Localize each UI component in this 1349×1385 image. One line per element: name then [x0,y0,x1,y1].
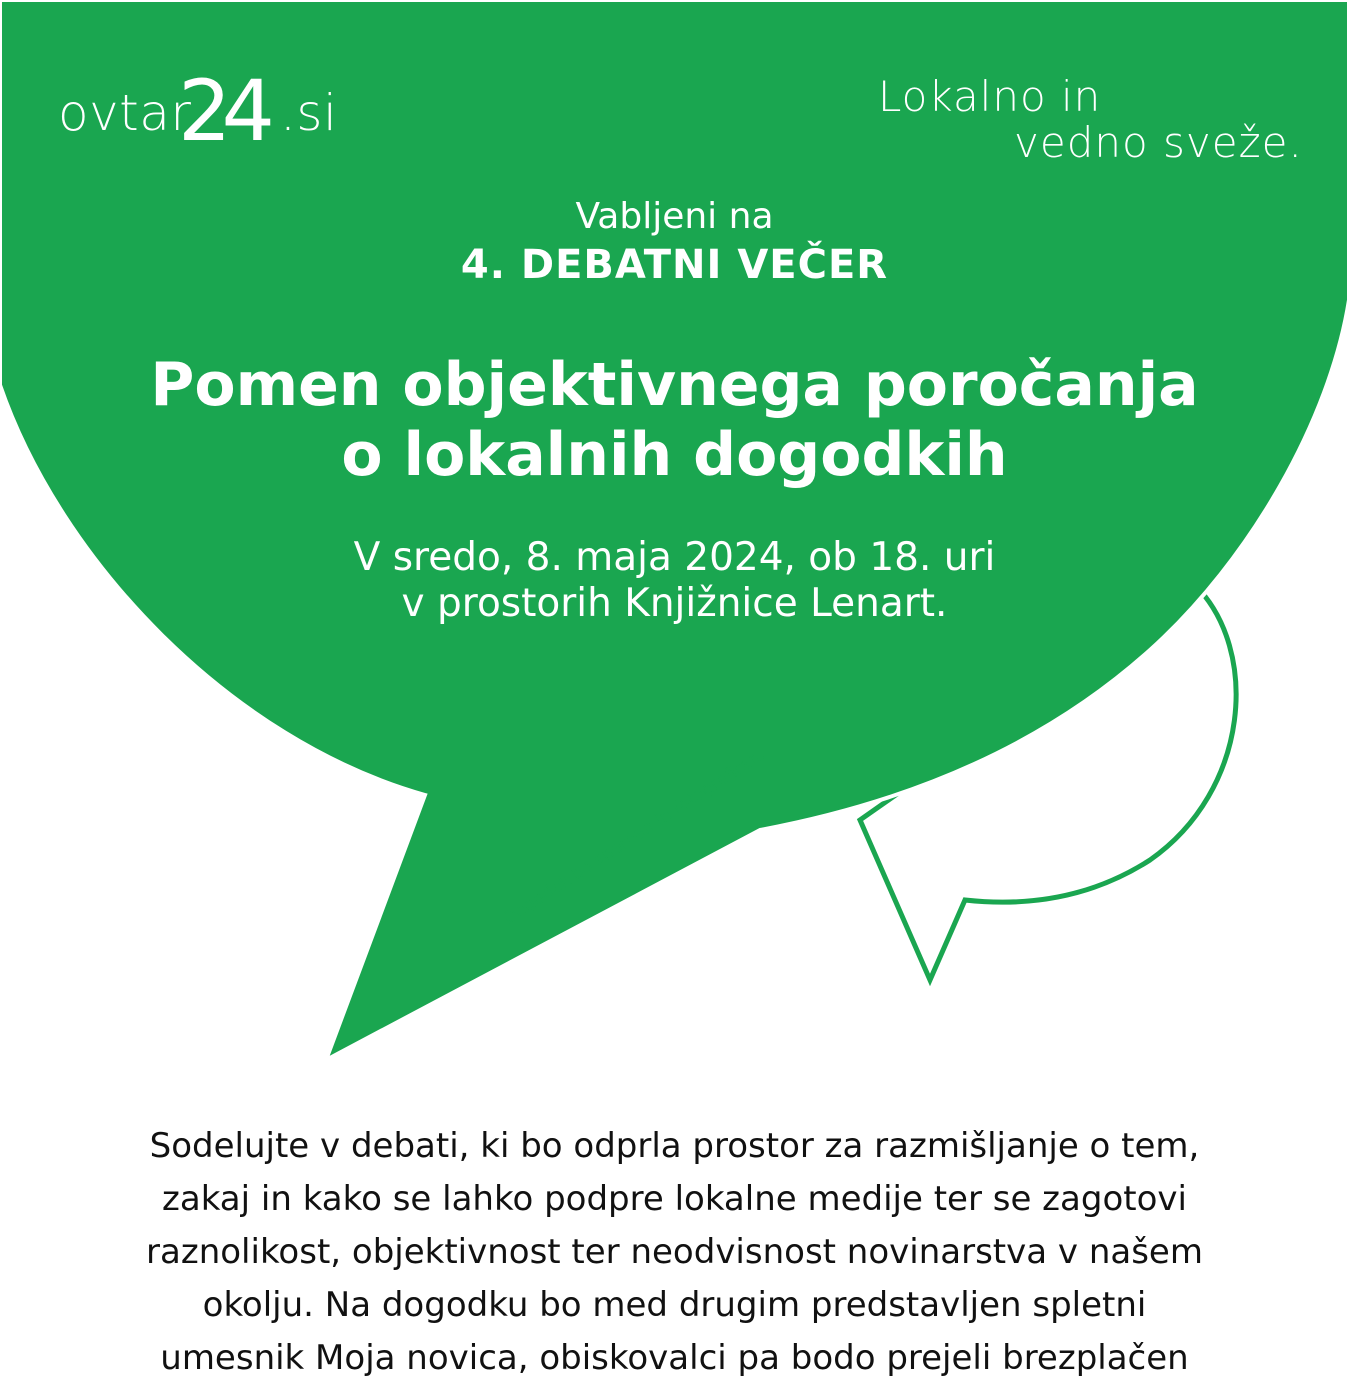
slogan-line-2: vedno sveže. [1014,118,1303,167]
logo-number: 24 [178,62,265,160]
event-title [0,350,1349,490]
event-name: 4. DEBATNI VEČER [460,242,889,288]
description-line: zakaj in kako se lahko podpre lokalne medije ter se zagotovi [162,1179,1187,1219]
event-date: V sredo, 8. maja 2024, ob 18. uri [353,535,996,580]
slogan [878,74,1318,166]
recording-note: Dogodek bo sneman in fotografiran. [500,744,770,929]
event-title-line-2: o lokalnih dogodkih [341,420,1008,490]
description-line: okolju. Na dogodku bo med drugim predstavljen spletni [202,1285,1147,1325]
slogan-line-1: Lokalno in [878,72,1102,121]
ovtar24-logo [58,62,358,162]
event-location: v prostorih Knjižnice Lenart. [401,581,948,626]
description-line: umesnik Moja novica, obiskovalci pa bodo prejeli brezplačen [160,1338,1189,1378]
invite-line: Vabljeni na [575,196,774,237]
description-line: Sodelujte v debati, ki bo odprla prostor za razmišljanje o tem, [149,1126,1200,1166]
event-title-line-1: Pomen objektivnega poročanja [150,350,1199,420]
description-paragraph [60,1120,1289,1385]
event-date-location [0,535,1349,627]
logo-text-ovtar: ovtar [58,84,192,142]
logo-text-si: .si [280,84,338,142]
description-line: raznolikost, objektivnost ter neodvisnost novinarstva v našem [146,1232,1203,1272]
